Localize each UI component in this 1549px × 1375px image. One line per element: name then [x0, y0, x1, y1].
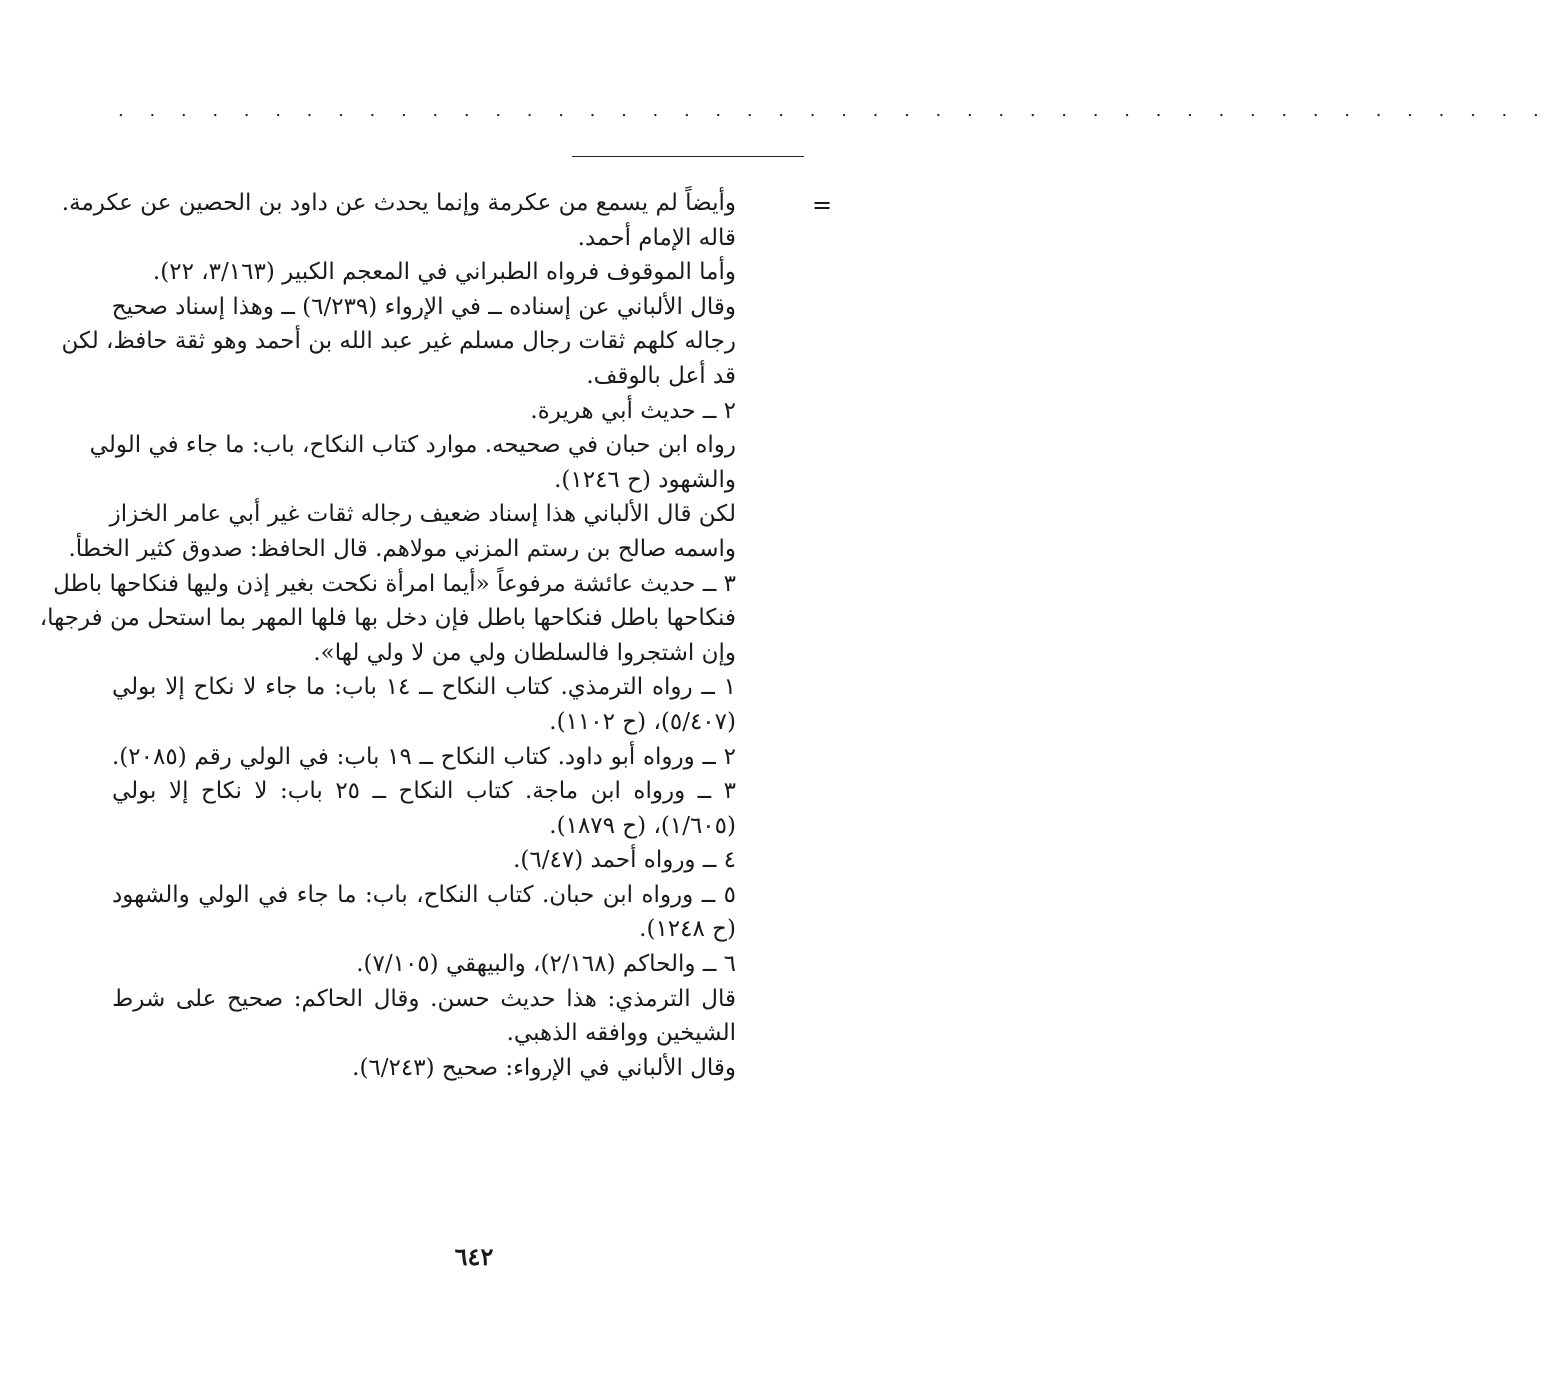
text-line: ٥ ــ ورواه ابن حبان. كتاب النكاح، باب: ما جاء في الولي والشهود [112, 881, 736, 908]
text-line: قال الترمذي: هذا حديث حسن. وقال الحاكم: صحيح على شرط [112, 985, 736, 1012]
text-line: ٣ ــ حديث عائشة مرفوعاً «أيما امرأة نكحت بغير إذن وليها فنكاحها باطل [53, 570, 736, 597]
text-line: ٦ ــ والحاكم (٢/١٦٨)، والبيهقي (٧/١٠٥). [356, 951, 736, 978]
text-line: الشيخين ووافقه الذهبي. [506, 1020, 736, 1047]
text-line: لكن قال الألباني هذا إسناد ضعيف رجاله ثقات غير أبي عامر الخزاز [109, 501, 736, 528]
text-line: وقال الألباني عن إسناده ــ في الإرواء (٦/٢٣٩) ــ وهذا إسناد صحيح [111, 293, 736, 320]
text-line: قد أعل بالوقف. [586, 362, 736, 389]
text-line: واسمه صالح بن رستم المزني مولاهم. قال الحافظ: صدوق كثير الخطأ. [68, 535, 736, 562]
footnote-rule [572, 156, 804, 157]
footnote-text-block [39, 186, 737, 1085]
text-line: رواه ابن حبان في صحيحه. موارد كتاب النكاح، باب: ما جاء في الولي [89, 432, 736, 459]
text-line: ١ ــ رواه الترمذي. كتاب النكاح ــ ١٤ باب: ما جاء لا نكاح إلا بولي [112, 674, 737, 701]
text-line: ٢ ــ حديث أبي هريرة. [530, 397, 736, 424]
continuation-mark: = [812, 191, 833, 219]
page-number: ٦٤٢ [454, 1242, 494, 1271]
text-line: وقال الألباني في الإرواء: صحيح (٦/٢٤٣). [352, 1054, 736, 1081]
text-line: ٤ ــ ورواه أحمد (٦/٤٧). [513, 847, 736, 874]
text-line: وإن اشتجروا فالسلطان ولي من لا ولي لها». [313, 639, 736, 666]
text-line: ٢ ــ ورواه أبو داود. كتاب النكاح ــ ١٩ باب: في الولي رقم (٢٠٨٥). [112, 743, 736, 770]
text-line: (ح ١٢٤٨). [639, 916, 736, 943]
text-line: والشهود (ح ١٢٤٦). [554, 466, 736, 493]
text-line: (١/٦٠٥)، (ح ١٨٧٩). [549, 812, 736, 839]
text-line: (٥/٤٠٧)، (ح ١١٠٢). [549, 708, 736, 735]
text-line: فنكاحها باطل فنكاحها باطل فإن دخل بها فلها المهر بما استحل من فرجها، [39, 605, 736, 632]
text-line: وأما الموقوف فرواه الطبراني في المعجم الكبير (٣/١٦٣، ٢٢). [152, 259, 736, 286]
text-line: رجاله كلهم ثقات رجال مسلم غير عبد الله بن أحمد وهو ثقة حافظ، لكن [61, 328, 736, 355]
text-line: قاله الإمام أحمد. [577, 224, 736, 251]
dotted-separator: . . . . . . . . . . . . . . . . . . . . . . . . . . . . . . . . . . . . . . . . . . . . . . [118, 100, 1549, 121]
text-line: ٣ ــ ورواه ابن ماجة. كتاب النكاح ــ ٢٥ باب: لا نكاح إلا بولي [112, 778, 736, 805]
text-line: وأيضاً لم يسمع من عكرمة وإنما يحدث عن داود بن الحصين عن عكرمة. [61, 190, 736, 216]
